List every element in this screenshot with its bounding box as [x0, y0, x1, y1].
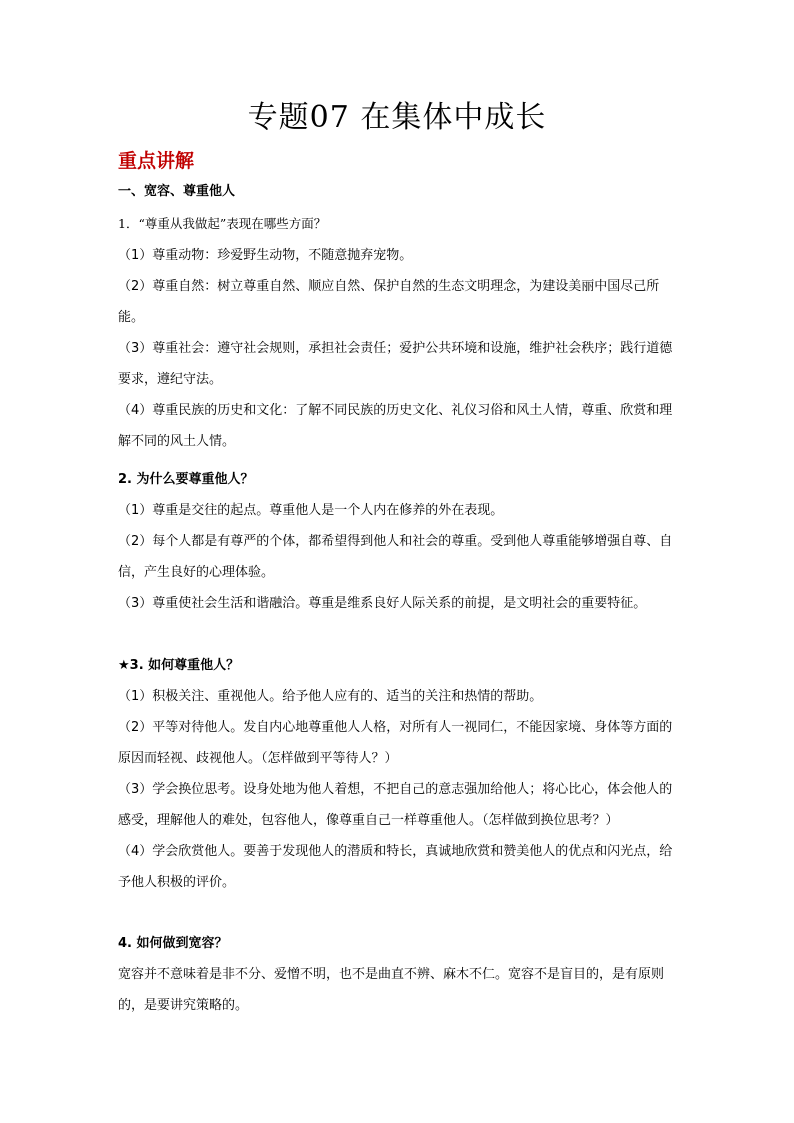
part-heading: 一、宽容、尊重他人 — [118, 184, 236, 199]
question-4: 4. 如何做到宽容？ — [118, 936, 228, 951]
q3-item: （4）学会欣赏他人。要善于发现他人的潜质和特长，真诚地欣赏和赞美他人的优点和闪光点，给予他人积极的评价。 — [118, 844, 673, 890]
page-title: 专题07 在集体中成长 — [247, 100, 547, 135]
q1-item: （3）尊重社会：遵守社会规则，承担社会责任；爱护公共环境和设施，维护社会秩序；践行道德要求，遵纪守法。 — [118, 341, 673, 387]
q2-item: （3）尊重使社会生活和谐融洽。尊重是维系良好人际关系的前提，是文明社会的重要特征。 — [118, 596, 647, 611]
q1-item: （1）尊重动物：珍爱野生动物，不随意抛弃宠物。 — [118, 248, 413, 263]
question-1: 1．“尊重从我做起”表现在哪些方面？ — [118, 216, 327, 231]
q1-item: （2）尊重自然：树立尊重自然、顺应自然、保护自然的生态文明理念，为建设美丽中国尽己所能。 — [118, 279, 660, 325]
question-3: ★3. 如何尊重他人？ — [118, 658, 240, 673]
section-heading: 重点讲解 — [118, 150, 195, 172]
q1-item: （4）尊重民族的历史和文化：了解不同民族的历史文化、礼仪习俗和风土人情，尊重、欣赏和理解不同的风土人情。 — [118, 403, 673, 449]
q3-item: （3）学会换位思考。设身处地为他人着想，不把自己的意志强加给他人；将心比心，体会他人的感受，理解他人的难处，包容他人，像尊重自己一样尊重他人。（怎样做到换位思考？） — [118, 782, 673, 828]
q3-item: （2）平等对待他人。发自内心地尊重他人人格，对所有人一视同仁，不能因家境、身体等方面的原因而轻视、歧视他人。（怎样做到平等待人？） — [118, 720, 673, 766]
q4-answer: 宽容并不意味着是非不分、爱憎不明，也不是曲直不辨、麻木不仁。宽容不是盲目的，是有原则的，是要讲究策略的。 — [118, 967, 665, 1013]
q2-item: （1）尊重是交往的起点。尊重他人是一个人内在修养的外在表现。 — [118, 503, 504, 518]
q2-item: （2）每个人都是有尊严的个体，都希望得到他人和社会的尊重。受到他人尊重能够增强自尊、自信，产生良好的心理体验。 — [118, 534, 673, 580]
question-2: 2. 为什么要尊重他人？ — [118, 472, 254, 487]
q3-item: （1）积极关注、重视他人。给予他人应有的、适当的关注和热情的帮助。 — [118, 689, 543, 704]
